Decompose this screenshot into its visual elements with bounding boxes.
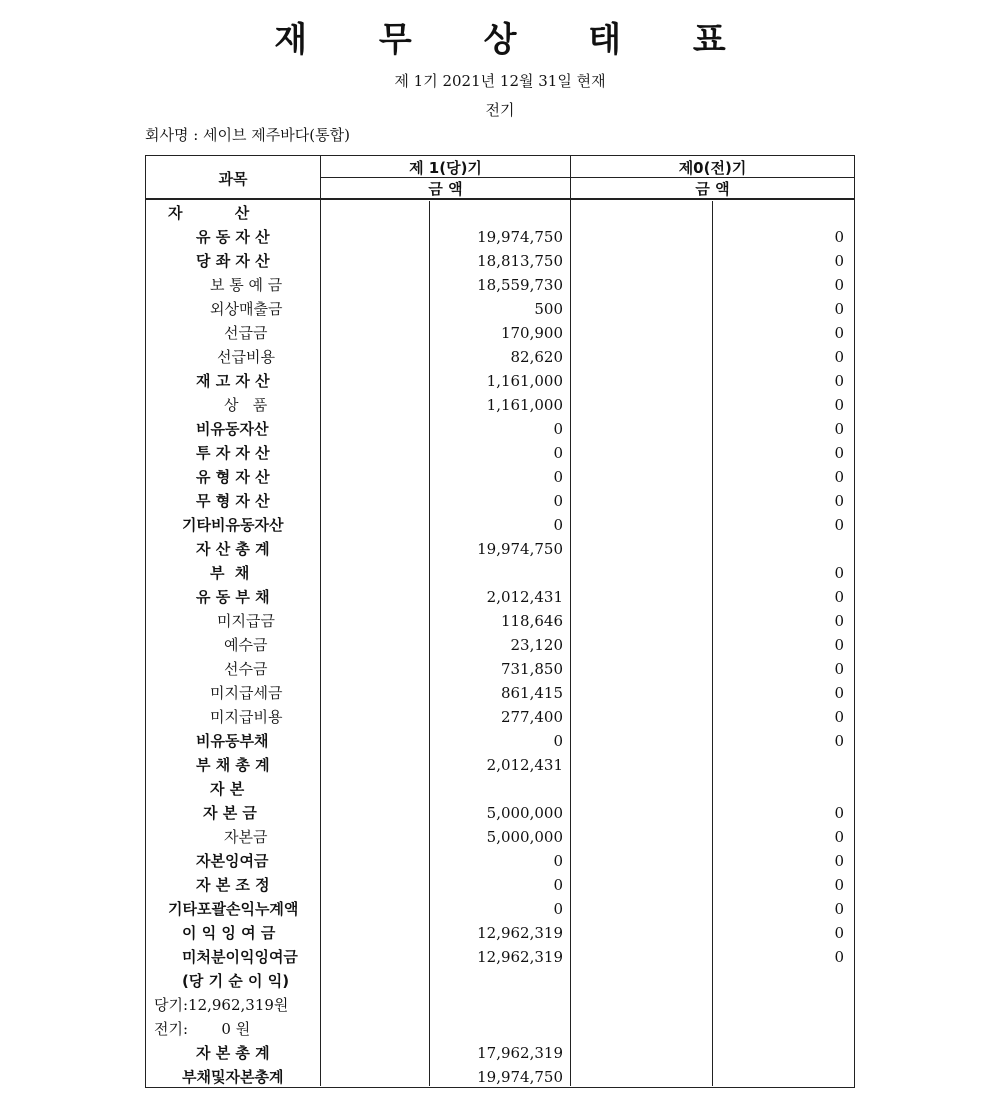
prior-amount: 0	[834, 372, 844, 390]
header-amount-current: 금 액	[428, 180, 463, 198]
current-amount: 1,161,000	[486, 396, 563, 414]
prior-amount: 0	[834, 564, 844, 582]
account-label: 유 동 자 산	[196, 228, 270, 246]
prior-amount: 0	[834, 252, 844, 270]
table-row	[146, 801, 853, 825]
account-label: 자 산	[168, 204, 250, 222]
account-label: 유 형 자 산	[196, 468, 270, 486]
table-row	[146, 249, 853, 273]
company-name: 회사명 : 세이브 제주바다(통합)	[145, 126, 350, 144]
current-amount: 0	[553, 732, 563, 750]
table-row	[146, 681, 853, 705]
account-label: 자 본 총 계	[196, 1044, 270, 1062]
table-row	[146, 897, 853, 921]
account-label: 자본잉여금	[196, 852, 269, 870]
prior-amount: 0	[834, 900, 844, 918]
account-label: 미지급비용	[210, 708, 283, 726]
table-row	[146, 321, 853, 345]
current-amount: 0	[553, 492, 563, 510]
account-label: 유 동 부 채	[196, 588, 270, 606]
prior-amount: 0	[834, 684, 844, 702]
account-label: 당기:12,962,319원	[154, 996, 289, 1014]
prior-amount: 0	[834, 588, 844, 606]
table-row	[146, 561, 853, 585]
table-row	[146, 441, 853, 465]
current-amount: 19,974,750	[477, 540, 563, 558]
prior-amount: 0	[834, 276, 844, 294]
prior-period-label: 전기	[485, 101, 515, 119]
table-row	[146, 657, 853, 681]
current-amount: 17,962,319	[477, 1044, 563, 1062]
account-label: 무 형 자 산	[196, 492, 270, 510]
current-amount: 19,974,750	[477, 228, 563, 246]
table-row	[146, 1041, 853, 1065]
prior-amount: 0	[834, 924, 844, 942]
current-amount: 170,900	[500, 324, 563, 342]
table-row	[146, 489, 853, 513]
table-row	[146, 753, 853, 777]
account-label: 예수금	[224, 636, 268, 654]
table-row	[146, 729, 853, 753]
current-amount: 19,974,750	[477, 1068, 563, 1086]
account-label: 선수금	[224, 660, 268, 678]
current-amount: 1,161,000	[486, 372, 563, 390]
current-amount: 82,620	[510, 348, 563, 366]
current-amount: 5,000,000	[486, 828, 563, 846]
account-label: 자 본 금	[203, 804, 257, 822]
current-amount: 277,400	[500, 708, 563, 726]
prior-amount: 0	[834, 708, 844, 726]
table-row	[146, 945, 853, 969]
table-row	[146, 297, 853, 321]
current-amount: 861,415	[500, 684, 563, 702]
header-amount-prior: 금 액	[695, 180, 730, 198]
account-label: 전기: 0 원	[154, 1020, 251, 1038]
account-label: 상 품	[224, 396, 268, 414]
table-row	[146, 633, 853, 657]
table-row	[146, 1017, 853, 1041]
prior-amount: 0	[834, 636, 844, 654]
current-amount: 731,850	[500, 660, 563, 678]
table-row	[146, 777, 853, 801]
current-amount: 0	[553, 444, 563, 462]
prior-amount: 0	[834, 348, 844, 366]
account-label: 자 본	[210, 780, 245, 798]
prior-amount: 0	[834, 852, 844, 870]
current-amount: 0	[553, 420, 563, 438]
table-row	[146, 417, 853, 441]
balance-sheet-table	[145, 155, 855, 1088]
account-label: 보 통 예 금	[210, 276, 283, 294]
current-amount: 2,012,431	[486, 588, 563, 606]
table-row	[146, 585, 853, 609]
current-amount: 118,646	[500, 612, 563, 630]
account-label: 이 익 잉 여 금	[182, 924, 276, 942]
current-amount: 23,120	[510, 636, 563, 654]
prior-amount: 0	[834, 396, 844, 414]
prior-amount: 0	[834, 300, 844, 318]
current-amount: 2,012,431	[486, 756, 563, 774]
account-label: 선급비용	[217, 348, 275, 366]
header-subject: 과목	[218, 170, 248, 188]
account-label: 미지급금	[217, 612, 275, 630]
current-amount: 500	[534, 300, 563, 318]
prior-amount: 0	[834, 948, 844, 966]
header-current-period: 제 1(당)기	[409, 159, 482, 177]
prior-amount: 0	[834, 492, 844, 510]
current-amount: 5,000,000	[486, 804, 563, 822]
table-row	[146, 1065, 853, 1089]
account-label: 당 좌 자 산	[196, 252, 270, 270]
current-amount: 0	[553, 900, 563, 918]
current-amount: 0	[553, 516, 563, 534]
prior-amount: 0	[834, 876, 844, 894]
current-amount: 12,962,319	[477, 924, 563, 942]
account-label: 부 채	[210, 564, 250, 582]
table-row	[146, 921, 853, 945]
account-label: 기타포괄손익누계액	[168, 900, 299, 918]
header-prior-period: 제0(전)기	[678, 159, 747, 177]
table-row	[146, 825, 853, 849]
current-amount: 18,559,730	[477, 276, 563, 294]
current-amount: 12,962,319	[477, 948, 563, 966]
table-row	[146, 705, 853, 729]
table-row	[146, 273, 853, 297]
table-row	[146, 225, 853, 249]
current-amount: 0	[553, 876, 563, 894]
prior-amount: 0	[834, 468, 844, 486]
account-label: 투 자 자 산	[196, 444, 270, 462]
account-label: 재 고 자 산	[196, 372, 270, 390]
account-label: 선급금	[224, 324, 268, 342]
table-row	[146, 465, 853, 489]
account-label: 자 산 총 계	[196, 540, 270, 558]
table-row	[146, 201, 853, 225]
account-label: 자 본 조 정	[196, 876, 270, 894]
account-label: 비유동자산	[196, 420, 269, 438]
table-row	[146, 369, 853, 393]
table-row	[146, 993, 853, 1017]
prior-amount: 0	[834, 660, 844, 678]
table-row	[146, 393, 853, 417]
table-row	[146, 873, 853, 897]
account-label: 미지급세금	[210, 684, 283, 702]
table-row	[146, 849, 853, 873]
account-label: 부 채 총 계	[196, 756, 270, 774]
table-row	[146, 513, 853, 537]
prior-amount: 0	[834, 612, 844, 630]
account-label: 외상매출금	[210, 300, 283, 318]
prior-amount: 0	[834, 516, 844, 534]
document-title: 재 무 상 태 표	[274, 20, 756, 60]
account-label: 비유동부채	[196, 732, 269, 750]
prior-amount: 0	[834, 444, 844, 462]
account-label: 자본금	[224, 828, 268, 846]
prior-amount: 0	[834, 804, 844, 822]
account-label: 미처분이익잉여금	[182, 948, 298, 966]
prior-amount: 0	[834, 324, 844, 342]
report-date: 제 1기 2021년 12월 31일 현재	[394, 72, 606, 90]
prior-amount: 0	[834, 228, 844, 246]
account-label: 기타비유동자산	[182, 516, 284, 534]
current-amount: 0	[553, 468, 563, 486]
table-row	[146, 345, 853, 369]
table-row	[146, 537, 853, 561]
current-amount: 0	[553, 852, 563, 870]
prior-amount: 0	[834, 420, 844, 438]
prior-amount: 0	[834, 828, 844, 846]
account-label: 부채및자본총계	[182, 1068, 284, 1086]
table-row	[146, 609, 853, 633]
table-row	[146, 969, 853, 993]
current-amount: 18,813,750	[477, 252, 563, 270]
account-label: (당 기 순 이 익)	[182, 972, 290, 990]
prior-amount: 0	[834, 732, 844, 750]
